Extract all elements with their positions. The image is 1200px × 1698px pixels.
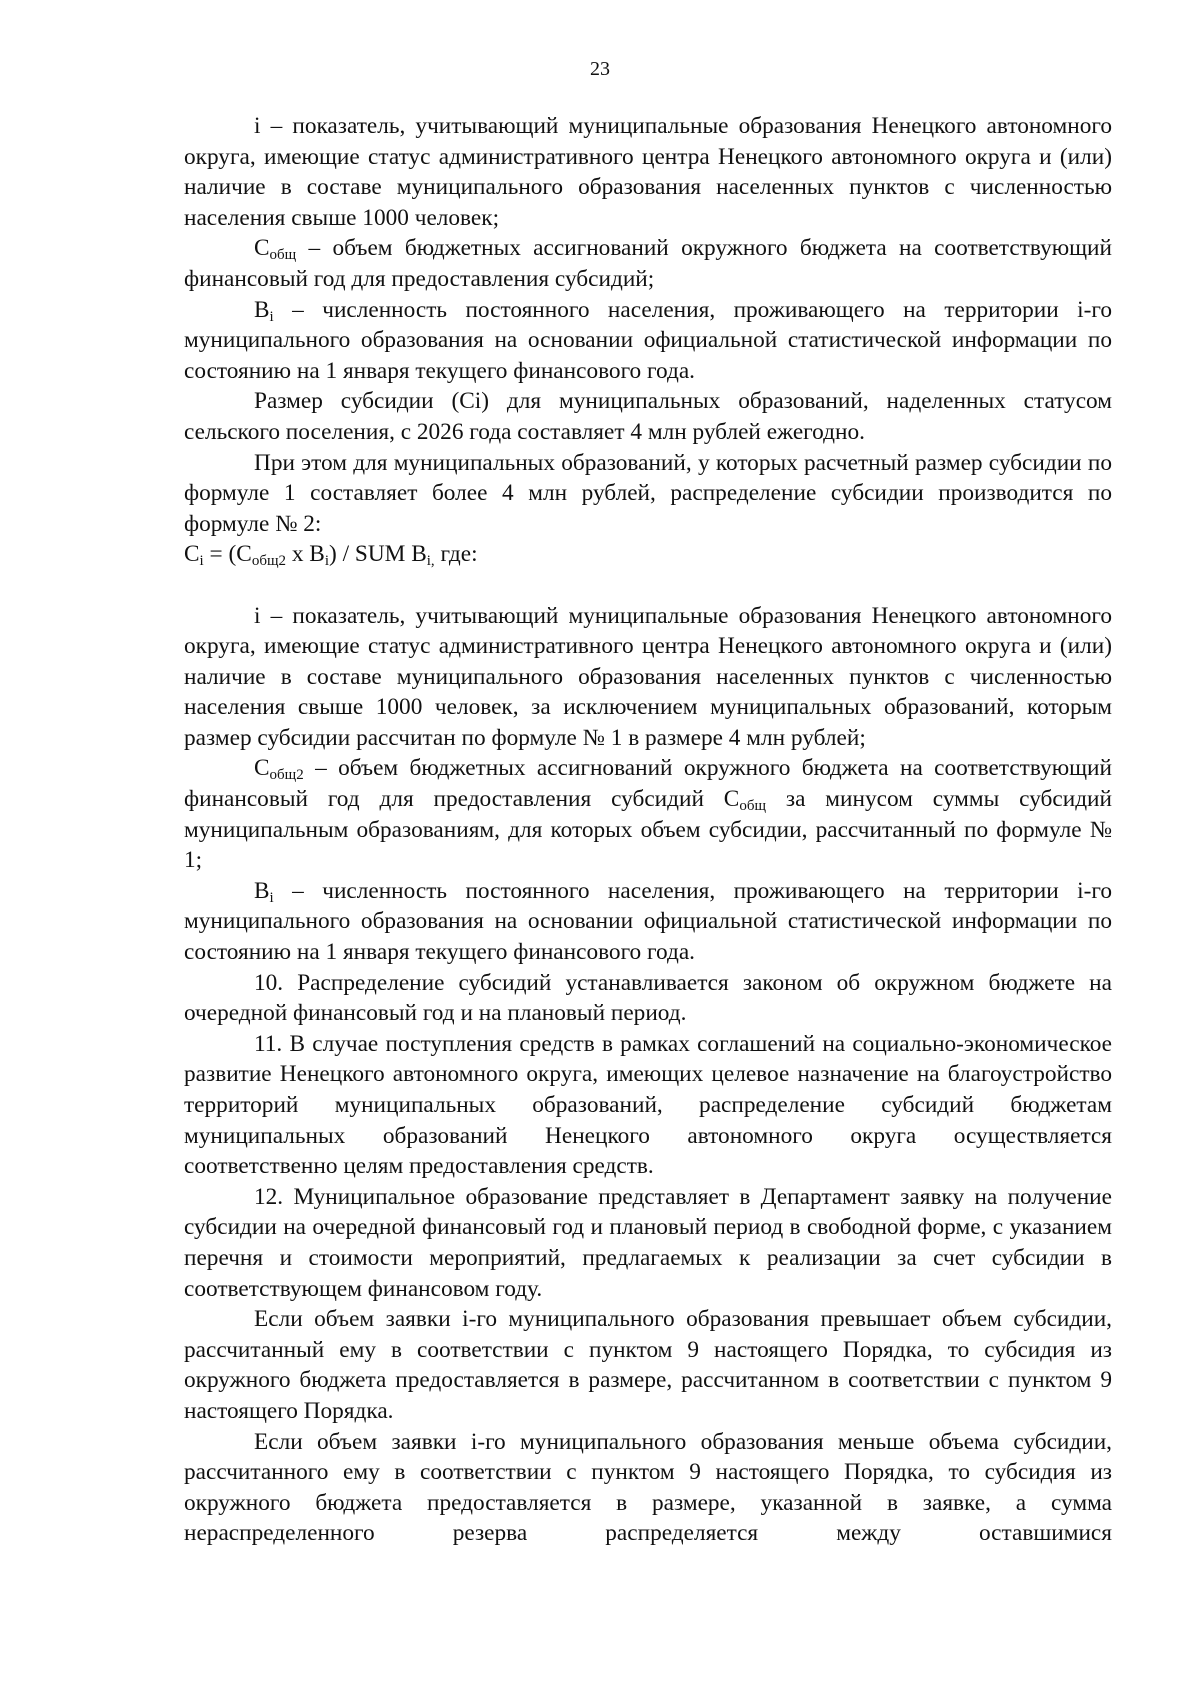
definition-text: – объем бюджетных ассигнований окружного бюджета на соответствующий финансовый год для предоставления субсидий С	[184, 755, 1112, 813]
page-number: 23	[590, 58, 610, 80]
paragraph-subsidy-size: Размер субсидии (Сi) для муниципальных образований, наделенных статусом сельского поселения, с 2026 года составляет 4 млн рублей ежегодно.	[184, 388, 1112, 445]
paragraph-c-total-definition	[184, 233, 1112, 294]
formula-subscript: i	[199, 553, 204, 570]
paragraph-indicator-definition-2: i – показатель, учитывающий муниципальные образования Ненецкого автономного округа, имеющие статус административного центра Ненецкого автономного округа и (или) наличие в составе муниципального образования населенных пунктов с численностью населения свыше 1000 человек, за исключением муниципальных образований, которым размер субсидии рассчитан по формуле № 1 в размере 4 млн рублей;	[184, 602, 1112, 751]
paragraph-indicator-definition: i – показатель, учитывающий муниципальные образования Ненецкого автономного округа, имеющие статус административного центра Ненецкого автономного округа и (или) наличие в составе муниципального образования населенных пунктов с численностью населения свыше 1000 человек;	[184, 113, 1112, 231]
formula-part: ) / SUM В	[329, 541, 427, 568]
definition-text: – численность постоянного населения, проживающего на территории i-го муниципального образования на основании официальной статистической информации по состоянию на 1 января текущего финансового года.	[184, 296, 1112, 384]
formula-subscript: i	[324, 553, 330, 570]
paragraph-application-less: Если объем заявки i-го муниципального образования меньше объема субсидии, рассчитанного ему в соответствии с пунктом 9 настоящего Порядка, то субсидия из окружного бюджета предоставляется в размере, указанной в заявке, а сумма нераспределенного резерва распределяется между оставшимися	[184, 1428, 1112, 1547]
symbol-subscript: i	[269, 889, 274, 906]
formula-subscript: i,	[426, 553, 435, 570]
symbol-subscript: общ	[739, 798, 767, 815]
paragraph-clause-10: 10. Распределение субсидий устанавливается законом об окружном бюджете на очередной финансовый год и на плановый период.	[184, 969, 1112, 1027]
formula-part: х В	[286, 541, 325, 568]
formula-part: где:	[434, 541, 478, 568]
symbol-b: В	[254, 296, 270, 323]
definition-text: – объем бюджетных ассигнований окружного бюджета на соответствующий финансовый год для предоставления субсидий;	[184, 235, 1112, 292]
symbol-subscript: общ2	[269, 767, 304, 784]
paragraph-formula-2-intro: При этом для муниципальных образований, у которых расчетный размер субсидии по формуле 1 составляет более 4 млн рублей, распределение субсидии производится по формуле № 2:	[184, 449, 1112, 537]
formula-part: С	[184, 541, 200, 568]
formula-2	[184, 539, 1112, 570]
symbol-c: С	[254, 755, 270, 782]
paragraph-b-i-definition	[184, 295, 1112, 387]
paragraph-b-i-definition-2	[184, 876, 1112, 968]
symbol-subscript: общ	[269, 247, 297, 264]
formula-part: = (С	[203, 541, 252, 568]
paragraph-c-total2-definition	[184, 753, 1112, 875]
paragraph-clause-11: 11. В случае поступления средств в рамках соглашений на социально-экономическое развитие Ненецкого автономного округа, имеющих целевое назначение на благоустройство территорий муниципальных образований, распределение субсидий бюджетам муниципальных образований Ненецкого автономного округа осуществляется соответственно целям предоставления средств.	[184, 1030, 1112, 1180]
symbol-b: В	[254, 877, 270, 904]
definition-text: – численность постоянного населения, проживающего на территории i-го муниципального образования на основании официальной статистической информации по состоянию на 1 января текущего финансового года.	[184, 877, 1112, 966]
paragraph-clause-12: 12. Муниципальное образование представляет в Департамент заявку на получение субсидии на очередной финансовый год и плановый период в свободной форме, с указанием перечня и стоимости мероприятий, предлагаемых к реализации за счет субсидии в соответствующем финансовом году.	[184, 1183, 1112, 1302]
definition-text: за минусом суммы субсидий муниципальным образованиям, для которых объем субсидии, рассчитанный по формуле № 1;	[184, 786, 1112, 874]
paragraph-application-exceeds: Если объем заявки i-го муниципального образования превышает объем субсидии, рассчитанный ему в соответствии с пунктом 9 настоящего Порядка, то субсидия из окружного бюджета предоставляется в размере, рассчитанном в соответствии с пунктом 9 настоящего Порядка.	[184, 1306, 1112, 1424]
document-body	[184, 111, 1112, 1549]
symbol-subscript: i	[269, 308, 274, 325]
formula-subscript: общ2	[251, 553, 286, 570]
symbol-c: С	[254, 235, 270, 262]
